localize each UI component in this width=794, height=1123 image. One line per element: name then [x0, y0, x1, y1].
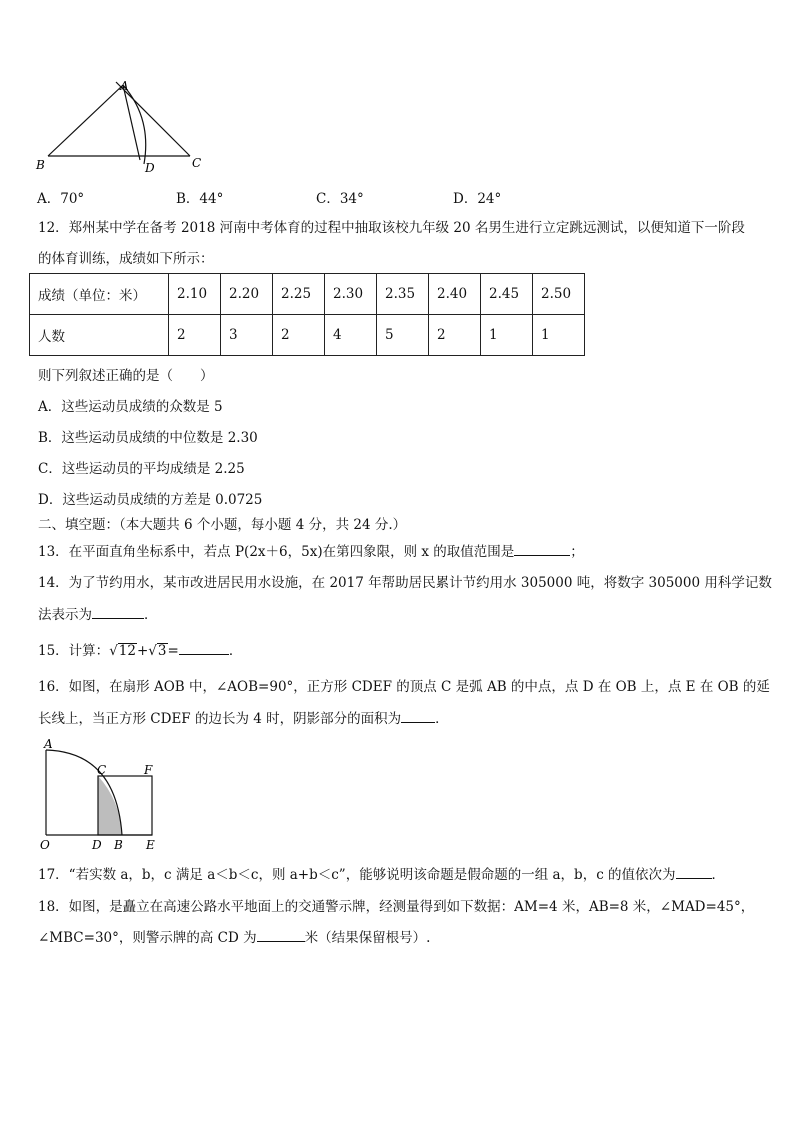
q12-option-c: C．这些运动员的平均成绩是 2.25 — [38, 461, 245, 477]
q16-tail: ． — [435, 711, 449, 727]
q11-choice-a: A．70° — [37, 191, 85, 207]
table-cell: 1 — [533, 315, 585, 356]
label-a: A — [120, 79, 129, 93]
table-row — [30, 274, 585, 315]
score-table — [29, 273, 585, 356]
q12-option-a: A．这些运动员成绩的众数是 5 — [38, 399, 223, 415]
answer-blank — [92, 606, 144, 619]
answer-blank — [401, 710, 435, 723]
q14-line1: 14．为了节约用水，某市改进居民用水设施，在 2017 年帮助居民累计节约用水 305000 吨，将数字 305000 用科学记数 — [38, 575, 772, 591]
q16-line2-text: 长线上，当正方形 CDEF 的边长为 4 时，阴影部分的面积为 — [38, 711, 402, 727]
answer-blank — [514, 543, 570, 556]
table-cell: 2.25 — [273, 274, 325, 315]
table-cell: 2.20 — [221, 274, 273, 315]
answer-blank — [179, 642, 229, 655]
segment-ac — [116, 82, 190, 156]
q12-prompt: 则下列叙述正确的是（ ） — [38, 368, 214, 384]
table-cell: 1 — [481, 315, 533, 356]
q14-line2-text: 法表示为 — [38, 607, 92, 623]
label-b: B — [36, 158, 45, 172]
q17-tail: ． — [711, 867, 726, 883]
label-o: O — [40, 838, 50, 852]
q12-line2: 的体育训练，成绩如下所示： — [38, 251, 214, 267]
label-d: D — [92, 838, 102, 852]
q13 — [38, 543, 584, 561]
table-cell: 5 — [377, 315, 429, 356]
q15-plus: + — [136, 643, 149, 659]
shaded-region — [98, 776, 122, 835]
q15-prefix: 15．计算： — [38, 643, 110, 659]
q11-choice-d: D．24° — [453, 191, 502, 207]
table-cell: 2.30 — [325, 274, 377, 315]
table-cell: 4 — [325, 315, 377, 356]
label-d: D — [145, 161, 155, 175]
label-c: C — [97, 763, 107, 777]
table-head-count: 人数 — [30, 315, 169, 356]
table-row — [30, 315, 585, 356]
q12-line1: 12．郑州某中学在备考 2018 河南中考体育的过程中抽取该校九年级 20 名男生进行立定跳远测试，以便知道下一阶段 — [38, 220, 745, 236]
q12-option-b: B．这些运动员成绩的中位数是 2.30 — [38, 430, 258, 446]
q16-line1: 16．如图，在扇形 AOB 中，∠AOB=90°，正方形 CDEF 的顶点 C 是弧 AB 的中点，点 D 在 OB 上，点 E 在 OB 的延 — [38, 679, 770, 695]
label-a: A — [44, 738, 53, 751]
q13-tail: ； — [570, 544, 584, 560]
q15 — [38, 642, 242, 660]
table-cell: 2.50 — [533, 274, 585, 315]
q16-line2 — [38, 710, 449, 728]
q18-line2 — [38, 929, 430, 947]
arc-ad — [123, 85, 146, 164]
q18-line2-tail: 米（结果保留根号）. — [304, 930, 431, 946]
sqrt-symbol: √ — [148, 643, 157, 659]
table-cell: 2.40 — [429, 274, 481, 315]
table-cell: 2.35 — [377, 274, 429, 315]
answer-blank — [676, 866, 712, 879]
table-cell: 2 — [429, 315, 481, 356]
label-c: C — [192, 156, 202, 170]
q11-choice-c: C．34° — [316, 191, 364, 207]
table-cell: 2 — [169, 315, 221, 356]
answer-blank — [257, 929, 305, 942]
q12-option-d: D．这些运动员成绩的方差是 0.0725 — [38, 492, 263, 508]
segment-ab — [48, 85, 123, 156]
q17-text: 17．“若实数 a，b，c 满足 a＜b＜c，则 a+b＜c”，能够说明该命题是假命题的一组 a，b，c 的值依次为 — [38, 867, 676, 883]
table-cell: 2.45 — [481, 274, 533, 315]
sqrt-symbol: √ — [109, 643, 118, 659]
table-head-score: 成绩（单位：米） — [30, 274, 169, 315]
q17 — [38, 866, 725, 884]
table-cell: 2.10 — [169, 274, 221, 315]
q13-text: 13．在平面直角坐标系中，若点 P(2x＋6，5x)在第四象限，则 x 的取值范围是 — [38, 544, 515, 560]
q11-choice-b: B．44° — [176, 191, 224, 207]
q15-equals: = — [167, 643, 179, 659]
triangle-figure — [30, 78, 210, 176]
section-heading: 二、填空题：（本大题共 6 个小题，每小题 4 分，共 24 分.） — [38, 517, 407, 533]
label-e: E — [146, 838, 155, 852]
table-cell: 2 — [273, 315, 325, 356]
q14-line2 — [38, 606, 158, 624]
q15-tail: ． — [228, 643, 243, 659]
q14-tail: ． — [144, 607, 158, 623]
q18-line2-text: ∠MBC=30°，则警示牌的高 CD 为 — [38, 930, 257, 946]
q15-radicand-1: 12 — [118, 643, 136, 659]
table-cell: 3 — [221, 315, 273, 356]
q15-radicand-2: 3 — [157, 643, 167, 659]
label-b: B — [114, 838, 123, 852]
q18-line1: 18．如图，是矗立在高速公路水平地面上的交通警示牌，经测量得到如下数据：AM=4 米，AB=8 米，∠MAD=45°， — [38, 899, 755, 915]
label-f: F — [144, 763, 153, 777]
sector-square-figure — [36, 738, 166, 852]
